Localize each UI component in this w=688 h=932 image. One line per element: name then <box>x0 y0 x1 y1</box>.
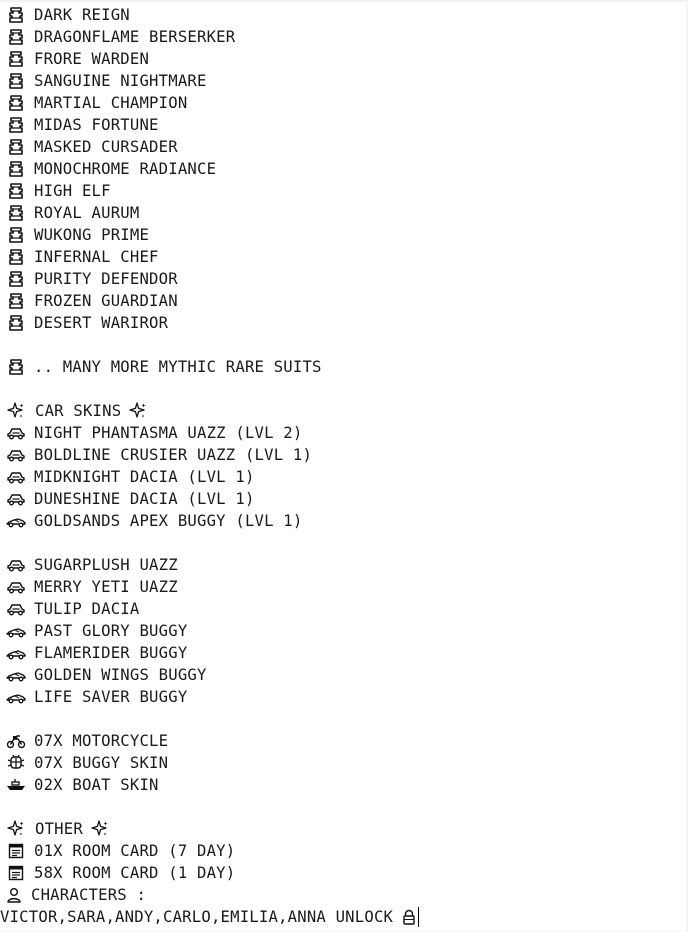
car-skin-line <box>5 642 419 664</box>
suit-name: HIGH ELF <box>34 182 111 200</box>
vehicle-count-line <box>5 730 419 752</box>
suit-name: FRORE WARDEN <box>34 50 150 68</box>
suit-line <box>5 180 419 202</box>
suit-line <box>5 290 419 312</box>
characters-label-line <box>5 884 419 906</box>
car-skin-name: SUGARPLUSH UAZZ <box>34 556 178 574</box>
car-skin-name: NIGHT PHANTASMA UAZZ (LVL 2) <box>34 424 303 442</box>
suit-line <box>5 92 419 114</box>
car-skin-line <box>5 510 419 532</box>
costume-icon <box>5 226 27 244</box>
person-icon <box>5 886 23 904</box>
racecar-icon <box>5 512 27 530</box>
suit-line <box>5 26 419 48</box>
characters-label: CHARACTERS : <box>31 886 147 904</box>
racecar-icon <box>5 622 27 640</box>
suit-line <box>5 202 419 224</box>
section-title: OTHER <box>35 820 83 838</box>
costume-icon <box>5 182 27 200</box>
costume-icon <box>5 94 27 112</box>
costume-icon <box>5 116 27 134</box>
vehicle-count-text: 02X BOAT SKIN <box>34 776 159 794</box>
car-skin-line <box>5 664 419 686</box>
car-icon <box>5 600 27 618</box>
suit-name: MIDAS FORTUNE <box>34 116 159 134</box>
car-icon <box>5 490 27 508</box>
costume-icon <box>5 138 27 156</box>
suit-line <box>5 4 419 26</box>
vehicle-count-line <box>5 752 419 774</box>
suit-line <box>5 158 419 180</box>
section-title: CAR SKINS <box>35 402 122 420</box>
car-skin-line <box>5 576 419 598</box>
car-skin-name: MERRY YETI UAZZ <box>34 578 178 596</box>
car-icon <box>5 556 27 574</box>
blank-line <box>5 796 419 818</box>
more-suits-line <box>5 356 419 378</box>
car-icon <box>5 424 27 442</box>
costume-icon <box>5 160 27 178</box>
racecar-icon <box>5 666 27 684</box>
costume-icon <box>5 292 27 310</box>
racecar-icon <box>5 688 27 706</box>
blank-line <box>5 334 419 356</box>
costume-icon <box>5 28 27 46</box>
car-skin-name: MIDKNIGHT DACIA (LVL 1) <box>34 468 255 486</box>
other-item-line <box>5 840 419 862</box>
costume-icon <box>5 358 27 376</box>
other-header <box>5 818 419 840</box>
car-skin-name: GOLDEN WINGS BUGGY <box>34 666 207 684</box>
sparkle-icon <box>5 402 27 420</box>
suit-line <box>5 246 419 268</box>
car-icon <box>5 446 27 464</box>
suit-name: SANGUINE NIGHTMARE <box>34 72 207 90</box>
card-icon <box>5 842 27 860</box>
costume-icon <box>5 248 27 266</box>
suit-name: PURITY DEFENDOR <box>34 270 178 288</box>
suit-line <box>5 268 419 290</box>
other-item-line <box>5 862 419 884</box>
suit-name: FROZEN GUARDIAN <box>34 292 178 310</box>
suit-name: DARK REIGN <box>34 6 130 24</box>
card-icon <box>5 864 27 882</box>
other-item-text: 01X ROOM CARD (7 DAY) <box>34 842 236 860</box>
vehicle-count-text: 07X BUGGY SKIN <box>34 754 169 772</box>
car-skin-line <box>5 466 419 488</box>
car-skins-header <box>5 400 419 422</box>
suit-line <box>5 312 419 334</box>
blank-line <box>5 378 419 400</box>
suit-line <box>5 70 419 92</box>
sparkle-icon <box>127 402 149 420</box>
suit-name: MASKED CURSADER <box>34 138 178 156</box>
costume-icon <box>5 6 27 24</box>
suit-line <box>5 114 419 136</box>
lock-icon <box>401 908 417 926</box>
suit-name: DESERT WARIROR <box>34 314 169 332</box>
top-border <box>0 0 686 2</box>
costume-icon <box>5 204 27 222</box>
costume-icon <box>5 72 27 90</box>
text-caret <box>418 907 419 927</box>
car-skin-name: LIFE SAVER BUGGY <box>34 688 188 706</box>
buggy-icon <box>5 754 27 772</box>
other-item-text: 58X ROOM CARD (1 DAY) <box>34 864 236 882</box>
suit-line <box>5 136 419 158</box>
car-skin-name: GOLDSANDS APEX BUGGY (LVL 1) <box>34 512 303 530</box>
blank-line <box>5 532 419 554</box>
vehicle-count-text: 07X MOTORCYCLE <box>34 732 169 750</box>
car-skin-name: FLAMERIDER BUGGY <box>34 644 188 662</box>
more-suits-text: .. MANY MORE MYTHIC RARE SUITS <box>34 358 322 376</box>
car-skin-name: DUNESHINE DACIA (LVL 1) <box>34 490 255 508</box>
car-skin-name: PAST GLORY BUGGY <box>34 622 188 640</box>
characters-list: VICTOR,SARA,ANDY,CARLO,EMILIA,ANNA UNLOCK <box>0 908 394 926</box>
suit-line <box>5 48 419 70</box>
car-skin-line <box>5 686 419 708</box>
sparkle-icon <box>5 820 27 838</box>
car-skin-line <box>5 488 419 510</box>
vehicle-count-line <box>5 774 419 796</box>
car-skin-line <box>5 554 419 576</box>
car-skin-name: BOLDLINE CRUSIER UAZZ (LVL 1) <box>34 446 313 464</box>
car-skin-line <box>5 598 419 620</box>
suit-name: DRAGONFLAME BERSERKER <box>34 28 236 46</box>
car-icon <box>5 578 27 596</box>
suit-name: ROYAL AURUM <box>34 204 140 222</box>
costume-icon <box>5 50 27 68</box>
suit-name: MONOCHROME RADIANCE <box>34 160 217 178</box>
text-editor[interactable] <box>0 4 419 928</box>
motorcycle-icon <box>5 732 27 750</box>
car-skin-name: TULIP DACIA <box>34 600 140 618</box>
suit-line <box>5 224 419 246</box>
blank-line <box>5 708 419 730</box>
car-icon <box>5 468 27 486</box>
characters-list-line <box>0 906 419 928</box>
boat-icon <box>5 776 27 794</box>
sparkle-icon <box>89 820 111 838</box>
suit-name: INFERNAL CHEF <box>34 248 159 266</box>
suit-name: MARTIAL CHAMPION <box>34 94 188 112</box>
car-skin-line <box>5 444 419 466</box>
suit-name: WUKONG PRIME <box>34 226 150 244</box>
costume-icon <box>5 314 27 332</box>
car-skin-line <box>5 422 419 444</box>
racecar-icon <box>5 644 27 662</box>
costume-icon <box>5 270 27 288</box>
car-skin-line <box>5 620 419 642</box>
